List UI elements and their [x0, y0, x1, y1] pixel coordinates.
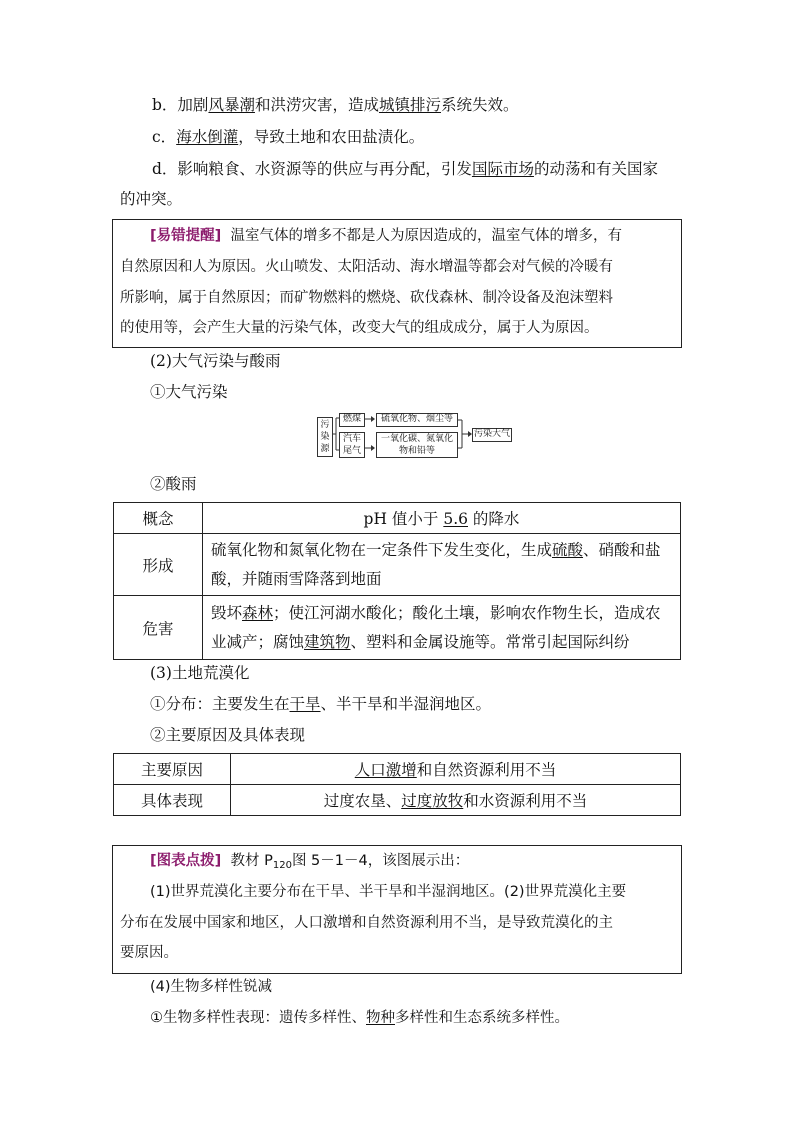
diagram-coal: 燃煤	[339, 413, 365, 427]
section-title-air-pollution: (2)大气污染与酸雨	[150, 352, 281, 370]
table-cell-formation: 硫氧化物和氮氧化物在一定条件下发生变化，生成硫酸、硝酸和盐 酸，并随雨雪降落到地面	[203, 534, 681, 596]
item-d-text: d．影响粮食、水资源等的供应与再分配，引发	[152, 160, 472, 178]
table-head-formation: 形成	[114, 534, 203, 596]
table-cell-harm: 毁坏森林；使江河湖水酸化；酸化土壤，影响农作物生长，造成农 业减产；腐蚀建筑物、塑料和金属设施等。常常引起国际纠纷	[203, 596, 681, 660]
diagram-source: 污染源	[317, 417, 333, 457]
blank-ph: 5.6	[443, 510, 468, 528]
item-d-line1	[152, 159, 658, 179]
table-cell-manifest: 过度农垦、过度放牧和水资源利用不当	[231, 785, 681, 816]
item-b-text2: 和洪涝灾害，造成	[254, 96, 379, 114]
tip-tag: [图表点拨]	[150, 853, 222, 869]
table-row	[114, 596, 681, 660]
diagram-car: 汽车尾气	[339, 432, 365, 458]
item-d-text2: 的动荡和有关国家	[533, 160, 658, 178]
item-b	[152, 95, 519, 115]
tip-box-chart-line1: [图表点拨] 教材 $P_{120}$图 5－1－4，该图展示出：	[150, 853, 470, 871]
page-subscript: 120	[272, 860, 292, 871]
table-row	[114, 754, 681, 785]
tip-box-chart-line4: 要原因。	[120, 945, 178, 961]
tip-box-error-line4: 的使用等，会产生大量的污染气体，改变大气的组成成分，属于人为原因。	[120, 320, 599, 336]
section-title-biodiversity: (4)生物多样性锐减	[150, 979, 273, 995]
tip-box-chart-line3: 分布在发展中国家和地区，人口激增和自然资源利用不当，是导致荒漠化的主	[120, 915, 613, 931]
blank-forest: 森林	[242, 603, 274, 622]
biodiversity-line: ①生物多样性表现：遗传多样性、物种多样性和生态系统多样性。	[150, 1010, 569, 1026]
item-b-blank2: 城镇排污	[378, 96, 441, 114]
blank-species: 物种	[366, 1010, 395, 1026]
item-c-blank: 海水倒灌	[176, 128, 239, 146]
blank-sulfuric-acid: 硫酸	[552, 540, 584, 559]
diagram-coal-output: 硫氧化物、烟尘等	[376, 413, 458, 427]
section-title-desertification: (3)土地荒漠化	[150, 664, 250, 682]
subsection-air-pollution: ①大气污染	[150, 383, 228, 401]
subsection-causes: ②主要原因及具体表现	[150, 726, 306, 744]
item-d-blank: 国际市场	[471, 160, 534, 178]
tip-box-chart-line2: (1)世界荒漠化主要分布在干旱、半干旱和半湿润地区。(2)世界荒漠化主要	[150, 884, 627, 900]
tip-text: 温室气体的增多不都是人为原因造成的，温室气体的增多，有	[230, 228, 622, 244]
desert-table	[113, 753, 681, 816]
diagram-result: 污染大气	[472, 428, 512, 442]
blank-buildings: 建筑物	[304, 632, 351, 651]
tip-box-error-line2: 自然原因和人为原因。火山喷发、太阳活动、海水增温等都会对气候的冷暖有	[120, 259, 613, 275]
diagram-car-output: 一氧化碳、氮氧化物和铅等	[376, 432, 458, 458]
table-head-concept: 概念	[114, 503, 203, 534]
item-c	[152, 127, 424, 147]
table-cell-cause: 人口激增和自然资源利用不当	[231, 754, 681, 785]
table-head-harm: 危害	[114, 596, 203, 660]
table-head-cause: 主要原因	[114, 754, 231, 785]
table-head-manifest: 具体表现	[114, 785, 231, 816]
item-b-blank1: 风暴潮	[208, 96, 255, 114]
item-b-text3: 系统失效。	[440, 96, 519, 114]
item-c-text2: ，导致土地和农田盐渍化。	[238, 128, 425, 146]
table-row	[114, 785, 681, 816]
blank-arid: 干旱	[289, 695, 321, 713]
tip-box-error-line3: 所影响，属于自然原因；而矿物燃料的燃烧、砍伐森林、制冷设备及泡沫塑料	[120, 290, 613, 306]
blank-overgrazing: 过度放牧	[401, 792, 464, 810]
acid-rain-table	[113, 502, 681, 660]
tip-tag: [易错提醒]	[150, 228, 222, 244]
blank-population: 人口激增	[354, 761, 417, 779]
item-b-text: b．加剧	[152, 96, 209, 114]
item-c-text: c．	[152, 128, 177, 146]
item-d-line2: 的冲突。	[120, 190, 183, 208]
table-row	[114, 534, 681, 596]
table-row	[114, 503, 681, 534]
subsection-acid-rain: ②酸雨	[150, 475, 197, 493]
desert-distribution: ①分布：主要发生在干旱、半干旱和半湿润地区。	[150, 695, 492, 713]
table-cell-concept: pH 值小于 5.6 的降水	[203, 503, 681, 534]
tip-box-error-line1	[150, 226, 622, 246]
